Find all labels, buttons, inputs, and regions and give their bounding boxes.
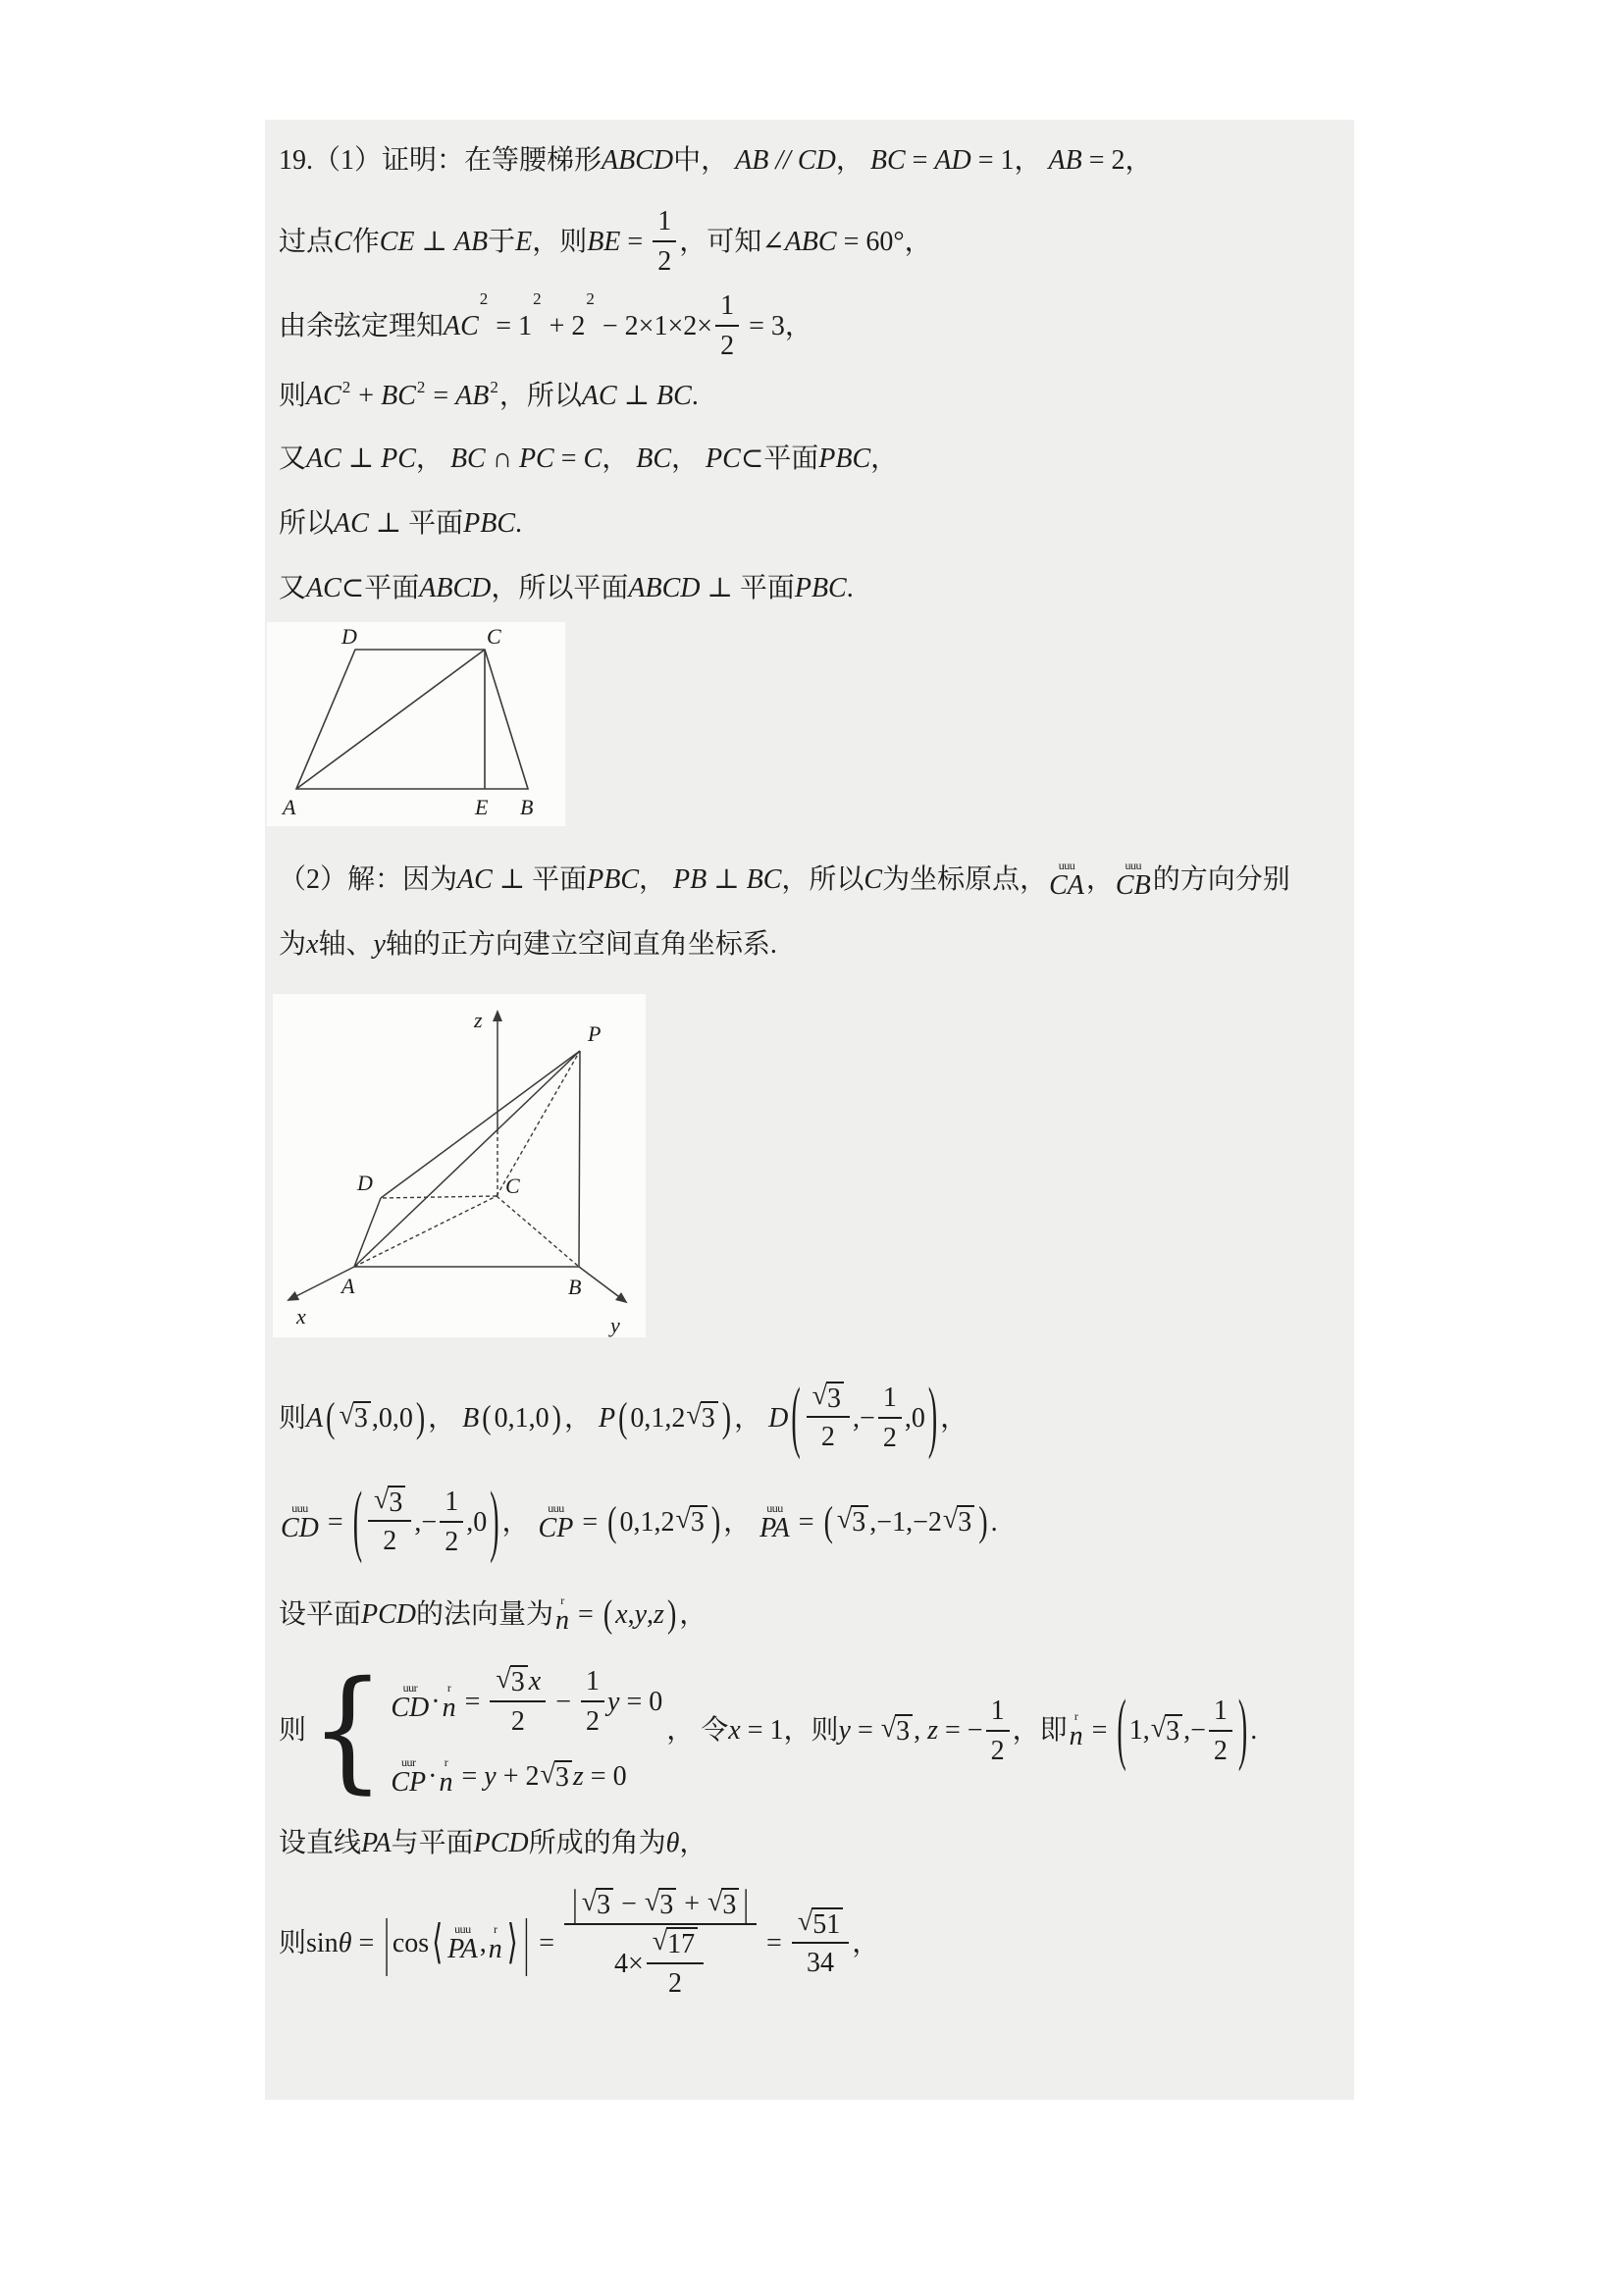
solution-line-6: 所以 AC ⊥ 平面 PBC . (279, 507, 523, 539)
fig2-label-x: x (296, 1304, 306, 1329)
solution-line-13: 则 { uur CD · r n = √ 3 x 2 − $\frac{1}{2}$ y = 0 uur CP · r n = y + 2 √ 3 z = 0 ， 令 x = 1，则 y = √ 3 , z = − $\frac{1}{2}$ ，即 r n = ( 1, √ 3 ,− $\frac{1}{2}$ ) . (279, 1653, 1258, 1806)
solution-line-4: 则 AC 2 + BC 2 = AB 2 ，所以 AC ⊥ BC . (279, 378, 699, 411)
fig2-label-C: C (505, 1174, 520, 1198)
hidden-CD (381, 1196, 497, 1198)
figure-3d-coordinate-system (273, 994, 646, 1337)
hidden-AC (354, 1196, 497, 1267)
fig2-label-y: y (610, 1313, 620, 1337)
figure-trapezoid (267, 622, 565, 826)
solution-panel (265, 120, 1354, 2100)
fig1-label-D: D (341, 624, 357, 649)
hidden-CB (497, 1196, 579, 1267)
fig1-label-C: C (487, 624, 501, 649)
fig2-label-P: P (588, 1021, 602, 1046)
solution-line-10: 则 A ( √ 3 ,0,0 ) ， B ( 0,1,0 ) ， P ( 0,1,2 √ 3 ) ， D ( √ 3 2 ,− $\frac{1}{2}$ ,0 ) ， (279, 1374, 969, 1462)
edge-BP (579, 1051, 580, 1267)
edge-DP (381, 1051, 580, 1198)
solution-line-12: 设平面 PCD 的法向量为 r n = ( x , y , z ) ， (279, 1592, 707, 1637)
fig1-label-E: E (475, 795, 489, 819)
solution-line-8: （2）解：因为 AC ⊥ 平面 PBC ， PB ⊥ BC ，所以 C 为坐标原点， uuu CA ， uuu CB 的方向分别 (279, 859, 1290, 901)
solution-line-5: 又 AC ⊥ PC ， BC ∩ PC = C ， BC ， PC ⊂平面 PBC ， (279, 443, 899, 474)
trapezoid-outline (296, 650, 528, 789)
solution-line-14: 设直线 PA 与平面 PCD 所成的角为 θ ， (279, 1827, 707, 1858)
solution-line-7: 又 AC ⊂平面 ABCD ，所以平面 ABCD ⊥ 平面 PBC . (279, 572, 854, 603)
edge-AD (354, 1198, 381, 1267)
fig1-label-B: B (520, 795, 534, 819)
diagonal-AC (296, 650, 485, 789)
fig2-label-z: z (474, 1008, 483, 1032)
solution-line-11: uuu CD = ( √ 3 2 ,− $\frac{1}{2}$ ,0 ) ， uuu CP = ( 0,1,2 √ 3 ) ， uuu PA = ( √ 3 ,−1,−2 √ 3 ) . (281, 1478, 998, 1566)
fig2-label-D: D (357, 1171, 373, 1195)
solution-line-1: 19.（1）证明：在等腰梯形 ABCD 中， AB // CD ， BC = AD = 1， AB = 2， (279, 144, 1153, 176)
fig1-label-A: A (283, 795, 296, 819)
solution-line-9: 为 x 轴、 y 轴的正方向建立空间直角坐标系. (279, 928, 777, 960)
solution-line-3: 由余弦定理知 AC 2 = 1 2 + 2 2 − 2×1×2× $\frac{1}{2}$ = 3， (279, 289, 812, 361)
solution-line-2: 过点 C 作 CE ⊥ AB 于 E ，则 BE = $\frac{1}{2}$ ，可知∠ ABC = 60°， (279, 206, 932, 277)
fig2-label-A: A (341, 1274, 355, 1298)
axis-y (579, 1267, 626, 1302)
fig2-label-B: B (568, 1275, 582, 1299)
edge-AP (354, 1051, 580, 1267)
solution-line-15: 则sin θ = | cos ⟨ uuu PA , r n ⟩ | = | √ 3 − √ 3 + √ 3 | 4× √ 17 2 = √ 51 34 ， (279, 1883, 880, 1999)
